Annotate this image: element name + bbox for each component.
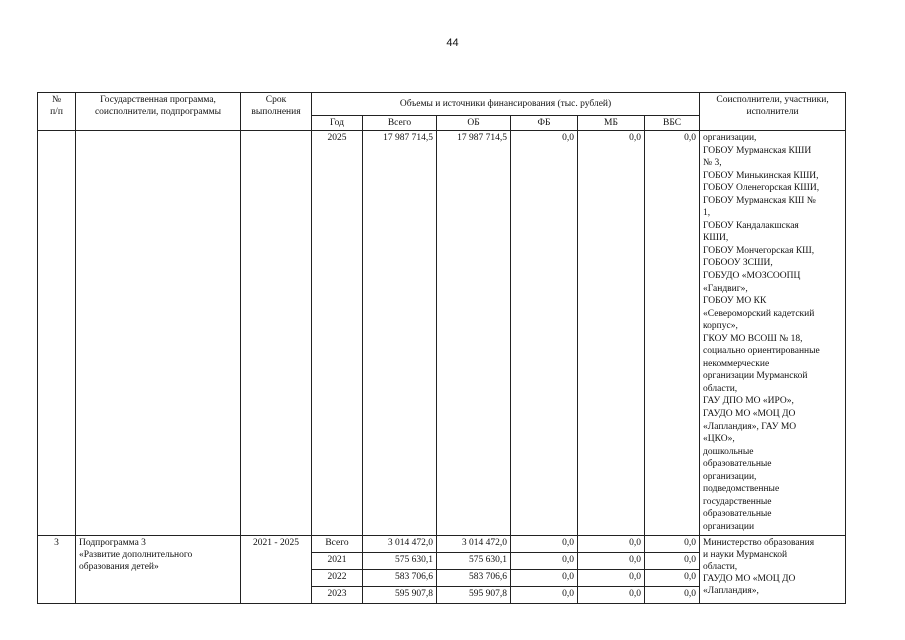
cell-participants: организации, ГОБОУ Мурманская КШИ № 3, ГОБОУ Минькинская КШИ, ГОБОУ Оленегорская КШИ, ГОБОУ Мурманская КШ № 1, ГОБОУ Кандалакшская КШИ, ГОБОУ Мончегорская КШ, ГОБООУ ЗСШИ, ГОБУДО «МОЗСООПЦ «Гандвиг», ГОБОУ МО КК «Североморский кадетский корпус», ГКОУ МО ВСОШ № 18, социально ориентированные некоммерческие организации Мурманской области, ГАУ ДПО МО «ИРО», ГАУДО МО «МОЦ ДО «Лапландия», ГАУ МО «ЦКО», дошкольные образовательные организации, подведомственные государственные образовательные организации xyxy=(700,131,846,536)
cell-ob: 595 907,8 xyxy=(437,586,511,603)
header-funding-group: Объемы и источники финансирования (тыс. рублей) xyxy=(312,93,700,116)
cell-sub3-name: Подпрограмма 3 «Развитие дополнительного образования детей» xyxy=(76,535,241,603)
cell-vbs: 0,0 xyxy=(645,586,700,603)
cell-sub3-term: 2021 - 2025 xyxy=(241,535,312,603)
header-row-1 xyxy=(38,93,846,116)
header-program: Государственная программа, соисполнители, подпрограммы xyxy=(76,93,241,131)
cell-mb: 0,0 xyxy=(578,569,645,586)
cell-sub3-participants: Министерство образования и науки Мурманской области, ГАУДО МО «МОЦ ДО «Лапландия», xyxy=(700,535,846,603)
cell-fb: 0,0 xyxy=(511,569,578,586)
cell-fb: 0,0 xyxy=(511,552,578,569)
cell-total: 3 014 472,0 xyxy=(363,535,437,552)
cell-term-empty xyxy=(241,131,312,536)
header-fb: ФБ xyxy=(511,116,578,131)
cell-vbs: 0,0 xyxy=(645,569,700,586)
cell-num-empty xyxy=(38,131,76,536)
cell-vbs: 0,0 xyxy=(645,131,700,536)
header-ob: ОБ xyxy=(437,116,511,131)
cell-total: 583 706,6 xyxy=(363,569,437,586)
cell-mb: 0,0 xyxy=(578,131,645,536)
cell-fb: 0,0 xyxy=(511,586,578,603)
cell-fb: 0,0 xyxy=(511,535,578,552)
cell-year: 2023 xyxy=(312,586,363,603)
table-row-2025 xyxy=(38,131,846,536)
table-row-sub3-total xyxy=(38,535,846,552)
cell-vbs: 0,0 xyxy=(645,535,700,552)
page-number: 44 xyxy=(446,37,459,49)
cell-ob: 17 987 714,5 xyxy=(437,131,511,536)
header-participants: Соисполнители, участники, исполнители xyxy=(700,93,846,131)
cell-mb: 0,0 xyxy=(578,535,645,552)
cell-vbs: 0,0 xyxy=(645,552,700,569)
header-total: Всего xyxy=(363,116,437,131)
cell-fb: 0,0 xyxy=(511,131,578,536)
header-term: Срок выполнения xyxy=(241,93,312,131)
cell-ob: 3 014 472,0 xyxy=(437,535,511,552)
header-year: Год xyxy=(312,116,363,131)
cell-year: 2021 xyxy=(312,552,363,569)
header-num: № п/п xyxy=(38,93,76,131)
cell-total: 17 987 714,5 xyxy=(363,131,437,536)
cell-total: 595 907,8 xyxy=(363,586,437,603)
cell-year: 2022 xyxy=(312,569,363,586)
cell-program-empty xyxy=(76,131,241,536)
cell-mb: 0,0 xyxy=(578,586,645,603)
header-mb: МБ xyxy=(578,116,645,131)
cell-ob: 575 630,1 xyxy=(437,552,511,569)
cell-ob: 583 706,6 xyxy=(437,569,511,586)
cell-year: 2025 xyxy=(312,131,363,536)
cell-total: 575 630,1 xyxy=(363,552,437,569)
funding-table xyxy=(37,92,846,604)
cell-year: Всего xyxy=(312,535,363,552)
header-vbs: ВБС xyxy=(645,116,700,131)
cell-sub3-num: 3 xyxy=(38,535,76,603)
cell-mb: 0,0 xyxy=(578,552,645,569)
